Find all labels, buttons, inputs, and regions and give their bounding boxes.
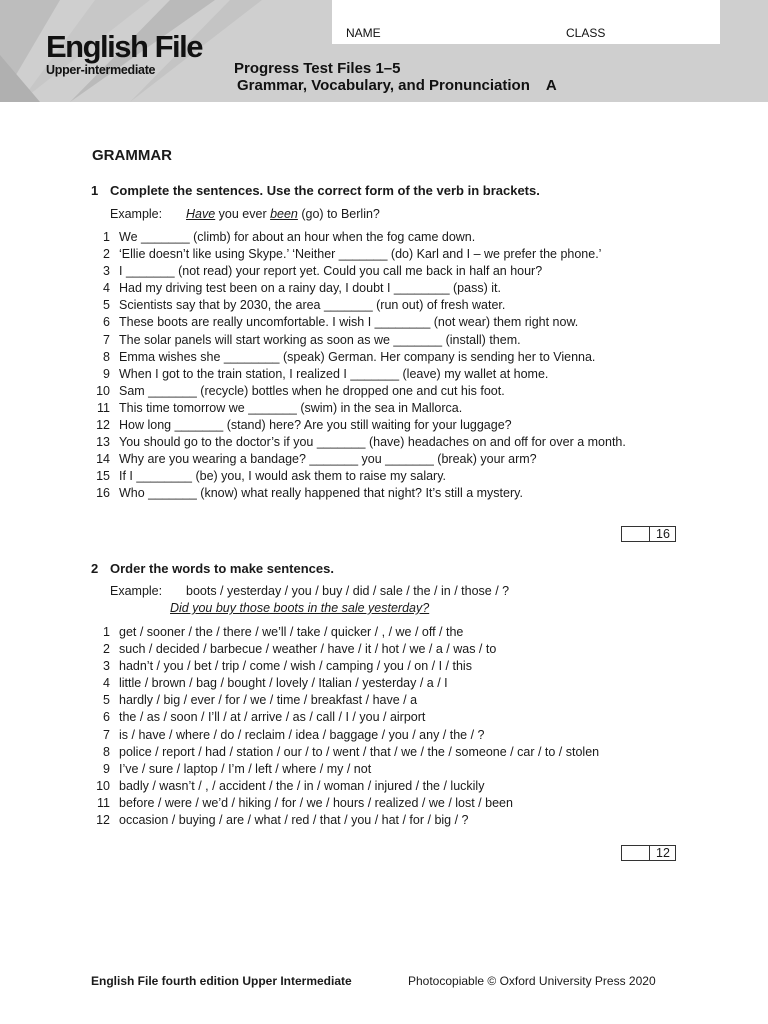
item-text: These boots are really uncomfortable. I wish I ________ (not wear) them right now. bbox=[119, 315, 579, 330]
list-item[interactable] bbox=[91, 761, 691, 778]
exercise-2-heading bbox=[91, 561, 334, 576]
item-number: 8 bbox=[103, 744, 110, 759]
item-number: 16 bbox=[96, 486, 110, 501]
item-text: ‘Ellie doesn’t like using Skype.’ ‘Neither _______ (do) Karl and I – we prefer the phone.’ bbox=[119, 247, 602, 262]
example-answer-have: Have bbox=[186, 207, 216, 221]
item-text: The solar panels will start working as soon as we _______ (install) them. bbox=[119, 332, 521, 347]
example-end-text: (go) to Berlin? bbox=[297, 207, 380, 221]
page-header bbox=[0, 0, 768, 102]
item-text: such / decided / barbecue / weather / have / it / hot / we / a / was / to bbox=[119, 642, 497, 657]
item-text: little / brown / bag / bought / lovely / Italian / yesterday / a / I bbox=[119, 676, 448, 691]
list-item[interactable] bbox=[91, 434, 691, 451]
exercise-1-heading bbox=[91, 183, 540, 198]
item-text: How long _______ (stand) here? Are you still waiting for your luggage? bbox=[119, 418, 512, 433]
item-number: 10 bbox=[96, 383, 110, 398]
example-text: boots / yesterday / you / buy / did / sale / the / in / those / ? bbox=[186, 584, 510, 598]
item-text: Scientists say that by 2030, the area _______ (run out) of fresh water. bbox=[119, 298, 506, 313]
name-class-box[interactable] bbox=[332, 0, 720, 44]
exercise-1-instruction: Complete the sentences. Use the correct form of the verb in brackets. bbox=[110, 183, 540, 198]
item-text: I’ve / sure / laptop / I’m / left / where / my / not bbox=[119, 761, 372, 776]
list-item[interactable] bbox=[91, 727, 691, 744]
item-number: 11 bbox=[97, 795, 110, 810]
item-number: 9 bbox=[103, 761, 110, 776]
item-text: Had my driving test been on a rainy day, I doubt I ________ (pass) it. bbox=[119, 281, 501, 296]
item-number: 3 bbox=[103, 659, 110, 674]
item-text: Emma wishes she ________ (speak) German. Her company is sending her to Vienna. bbox=[119, 349, 596, 364]
list-item[interactable] bbox=[91, 812, 691, 829]
item-number: 4 bbox=[103, 281, 110, 296]
list-item[interactable] bbox=[91, 332, 691, 349]
item-text: police / report / had / station / our / to / went / that / we / the / someone / car / to / stolen bbox=[119, 744, 600, 759]
list-item[interactable] bbox=[91, 744, 691, 761]
exercise-1-list bbox=[91, 229, 691, 503]
exercise-2-instruction: Order the words to make sentences. bbox=[110, 561, 334, 576]
item-number: 5 bbox=[103, 693, 110, 708]
exercise-2-score-box[interactable] bbox=[621, 845, 676, 861]
item-number: 13 bbox=[96, 435, 110, 450]
footer-edition: English File fourth edition Upper Intermediate bbox=[91, 974, 352, 988]
item-text: is / have / where / do / reclaim / idea / baggage / you / any / the / ? bbox=[119, 727, 485, 742]
list-item[interactable] bbox=[91, 383, 691, 400]
brand-logo bbox=[46, 30, 202, 77]
item-text: This time tomorrow we _______ (swim) in the sea in Mallorca. bbox=[119, 400, 463, 415]
list-item[interactable] bbox=[91, 624, 691, 641]
item-text: hardly / big / ever / for / we / time / breakfast / have / a bbox=[119, 693, 418, 708]
list-item[interactable] bbox=[91, 778, 691, 795]
item-text: badly / wasn’t / , / accident / the / in / woman / injured / the / luckily bbox=[119, 778, 485, 793]
list-item[interactable] bbox=[91, 417, 691, 434]
exercise-1-example bbox=[110, 207, 380, 221]
list-item[interactable] bbox=[91, 709, 691, 726]
list-item[interactable] bbox=[91, 297, 691, 314]
example-mid-text: you ever bbox=[215, 207, 271, 221]
item-number: 10 bbox=[96, 778, 110, 793]
item-number: 6 bbox=[103, 315, 110, 330]
item-text: Who _______ (know) what really happened that night? It’s still a mystery. bbox=[119, 486, 523, 501]
item-text: Sam _______ (recycle) bottles when he dropped one and cut his foot. bbox=[119, 383, 505, 398]
exercise-2-example-answer: Did you buy those boots in the sale yesterday? bbox=[170, 601, 430, 615]
example-label: Example: bbox=[110, 207, 163, 221]
item-text: I _______ (not read) your report yet. Could you call me back in half an hour? bbox=[119, 264, 543, 279]
item-number: 15 bbox=[96, 469, 110, 484]
item-number: 4 bbox=[103, 676, 110, 691]
list-item[interactable] bbox=[91, 675, 691, 692]
item-number: 1 bbox=[103, 230, 110, 244]
example-answer-been: been bbox=[270, 207, 298, 221]
list-item[interactable] bbox=[91, 468, 691, 485]
list-item[interactable] bbox=[91, 400, 691, 417]
class-label: CLASS bbox=[566, 26, 606, 40]
item-number: 1 bbox=[103, 625, 110, 639]
list-item[interactable] bbox=[91, 229, 691, 246]
item-text: When I got to the train station, I realized I _______ (leave) my wallet at home. bbox=[119, 366, 549, 381]
item-number: 6 bbox=[103, 710, 110, 725]
logo-title: English File bbox=[46, 29, 202, 64]
test-subtitle-line bbox=[237, 77, 557, 94]
list-item[interactable] bbox=[91, 280, 691, 297]
item-text: before / were / we’d / hiking / for / we / hours / realized / we / lost / been bbox=[119, 795, 513, 810]
item-text: the / as / soon / I’ll / at / arrive / as / call / I / you / airport bbox=[119, 710, 426, 725]
item-number: 5 bbox=[103, 298, 110, 313]
test-version: A bbox=[545, 77, 557, 94]
exercise-2-total: 12 bbox=[649, 846, 676, 860]
list-item[interactable] bbox=[91, 795, 691, 812]
item-number: 8 bbox=[103, 349, 110, 364]
name-label: NAME bbox=[346, 26, 381, 40]
list-item[interactable] bbox=[91, 485, 691, 502]
footer-copyright: Photocopiable © Oxford University Press 2020 bbox=[408, 974, 656, 988]
item-text: If I ________ (be) you, I would ask them to raise my salary. bbox=[119, 469, 447, 484]
exercise-1-score-box[interactable] bbox=[621, 526, 676, 542]
item-number: 14 bbox=[96, 452, 110, 467]
item-text: You should go to the doctor’s if you _______ (have) headaches on and off for over a month. bbox=[119, 435, 626, 450]
list-item[interactable] bbox=[91, 692, 691, 709]
item-text: Why are you wearing a bandage? _______ you _______ (break) your arm? bbox=[119, 452, 537, 467]
list-item[interactable] bbox=[91, 641, 691, 658]
item-text: get / sooner / the / there / we’ll / take / quicker / , / we / off / the bbox=[119, 625, 464, 639]
list-item[interactable] bbox=[91, 246, 691, 263]
exercise-2-example bbox=[110, 584, 509, 598]
section-title: GRAMMAR bbox=[92, 147, 172, 164]
item-number: 12 bbox=[96, 418, 110, 433]
list-item[interactable] bbox=[91, 658, 691, 675]
test-subtitle: Grammar, Vocabulary, and Pronunciation bbox=[237, 77, 530, 94]
exercise-2-number: 2 bbox=[91, 561, 99, 576]
list-item[interactable] bbox=[91, 451, 691, 468]
list-item[interactable] bbox=[91, 366, 691, 383]
example-label: Example: bbox=[110, 584, 163, 598]
item-number: 7 bbox=[103, 332, 110, 347]
item-number: 3 bbox=[103, 264, 110, 279]
logo-subtitle: Upper-intermediate bbox=[46, 63, 156, 77]
item-text: We _______ (climb) for about an hour when the fog came down. bbox=[119, 230, 476, 244]
test-title: Progress Test Files 1–5 bbox=[234, 60, 401, 77]
item-text: occasion / buying / are / what / red / that / you / hat / for / big / ? bbox=[119, 813, 469, 828]
item-text: hadn’t / you / bet / trip / come / wish / camping / you / on / I / this bbox=[119, 659, 472, 674]
item-number: 9 bbox=[103, 366, 110, 381]
list-item[interactable] bbox=[91, 314, 691, 331]
item-number: 11 bbox=[97, 400, 110, 415]
list-item[interactable] bbox=[91, 263, 691, 280]
exercise-1-total: 16 bbox=[649, 527, 676, 541]
exercise-2-list bbox=[91, 624, 691, 829]
item-number: 12 bbox=[96, 813, 110, 828]
item-number: 2 bbox=[103, 247, 110, 262]
exercise-1-number: 1 bbox=[91, 183, 99, 198]
item-number: 2 bbox=[103, 642, 110, 657]
list-item[interactable] bbox=[91, 349, 691, 366]
item-number: 7 bbox=[103, 727, 110, 742]
